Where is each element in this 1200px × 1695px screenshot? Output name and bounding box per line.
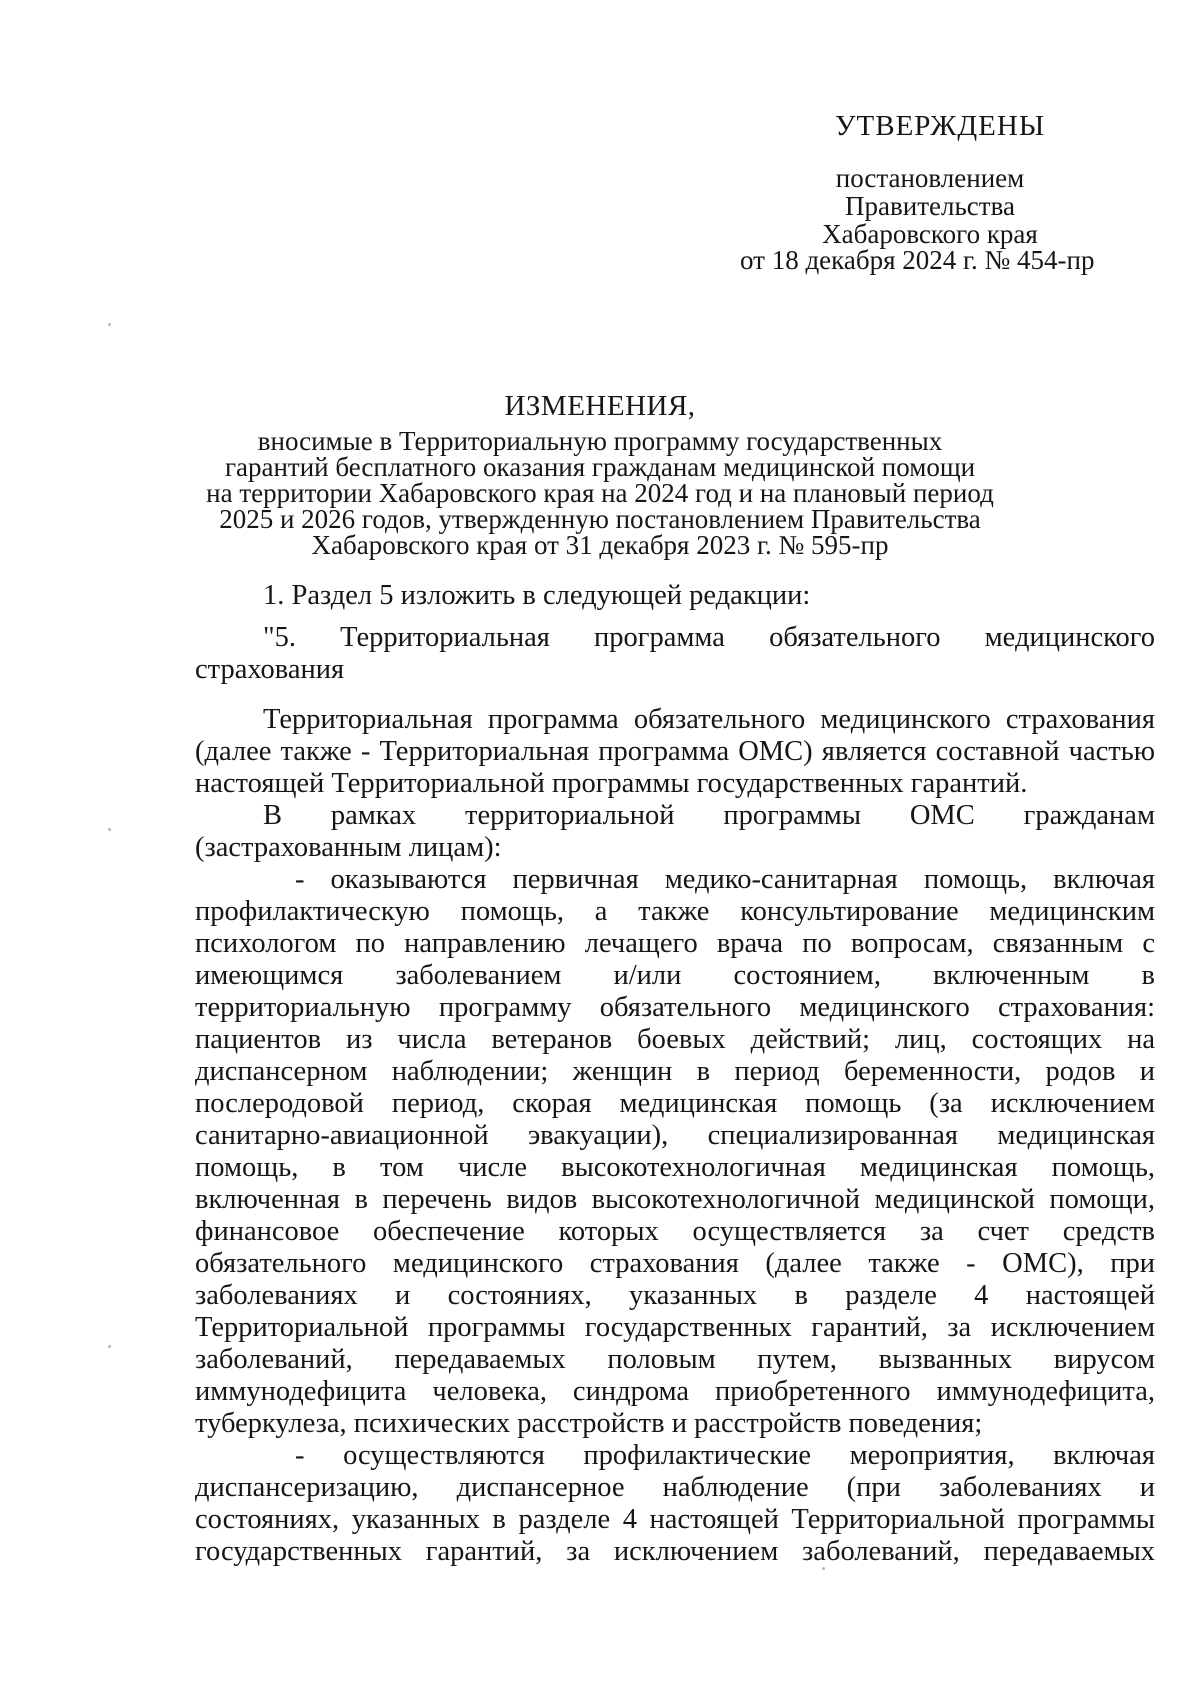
paragraph — [195, 800, 1155, 864]
scan-speck — [108, 828, 111, 831]
paragraph — [195, 1440, 1155, 1568]
approval-line: Правительства — [845, 191, 1015, 221]
paragraph-line: заболеваний, передаваемых половым путем, вызванных вирусом — [195, 1344, 1155, 1375]
paragraph-line: (далее также - Территориальная программа ОМС) является составной частью — [195, 736, 1155, 767]
paragraph-line: Территориальной программы государственных гарантий, за исключением — [195, 1312, 1155, 1343]
section-heading — [195, 622, 1155, 686]
scan-speck — [108, 1345, 111, 1348]
paragraph-line: диспансеризацию, диспансерное наблюдение (при заболеваниях и — [195, 1472, 1155, 1503]
paragraph-line: имеющимся заболеванием и/или состоянием, включенным в — [195, 960, 1155, 991]
approval-line: постановлением — [835, 163, 1025, 193]
subtitle-line: вносимые в Территориальную программу государственных — [257, 426, 943, 456]
paragraph-line: состояниях, указанных в разделе 4 настоящей Территориальной программы — [195, 1504, 1155, 1535]
paragraph-line: санитарно-авиационной эвакуации), специализированная медицинская — [195, 1120, 1155, 1151]
paragraph-line: обязательного медицинского страхования (далее также - ОМС), при — [195, 1248, 1155, 1279]
approval-heading: УТВЕРЖДЕНЫ — [835, 110, 1046, 142]
paragraph-line: помощь, в том числе высокотехнологичная медицинская помощь, — [195, 1152, 1155, 1183]
scan-speck — [108, 323, 111, 326]
paragraph-line: профилактическую помощь, а также консультирование медицинским — [195, 896, 1155, 927]
paragraph-line: территориальную программу обязательного медицинского страхования: — [195, 992, 1155, 1023]
document-subtitle — [200, 428, 1000, 558]
approval-date: от 18 декабря 2024 г. № 454-пр — [740, 245, 1095, 275]
paragraph-line: включенная в перечень видов высокотехнологичной медицинской помощи, — [195, 1184, 1155, 1215]
paragraph-line: Территориальная программа обязательного медицинского страхования — [263, 704, 1155, 735]
document-body — [195, 580, 1155, 1568]
paragraph-line: иммунодефицита человека, синдрома приобретенного иммунодефицита, — [195, 1376, 1155, 1407]
subtitle-line: гарантий бесплатного оказания гражданам медицинской помощи — [224, 452, 976, 482]
amendment-item: 1. Раздел 5 изложить в следующей редакции: — [263, 580, 811, 611]
paragraph-line: психологом по направлению лечащего врача по вопросам, связанным с — [195, 928, 1155, 959]
paragraph — [195, 704, 1155, 800]
paragraph — [195, 864, 1155, 1440]
subtitle-line: Хабаровского края от 31 декабря 2023 г. № 595-пр — [311, 530, 889, 560]
paragraph-line: туберкулеза, психических расстройств и расстройств поведения; — [195, 1408, 983, 1439]
paragraph-line: - оказываются первичная медико-санитарная помощь, включая — [295, 864, 1155, 895]
paragraph-line: государственных гарантий, за исключением заболеваний, передаваемых — [195, 1536, 1155, 1567]
paragraph-line: В рамках территориальной программы ОМС гражданам — [263, 800, 1155, 831]
subtitle-line: 2025 и 2026 годов, утвержденную постановлением Правительства — [219, 504, 981, 534]
paragraph-line: послеродовой период, скорая медицинская помощь (за исключением — [195, 1088, 1155, 1119]
subtitle-line: на территории Хабаровского края на 2024 год и на плановый период — [206, 478, 994, 508]
paragraph-line: диспансерном наблюдении; женщин в период беременности, родов и — [195, 1056, 1155, 1087]
paragraph-line: - осуществляются профилактические мероприятия, включая — [295, 1440, 1155, 1471]
section-heading-line: страхования — [195, 654, 345, 685]
paragraph-line: (застрахованным лицам): — [195, 832, 502, 863]
section-heading-line: "5. Территориальная программа обязательного медицинского — [263, 622, 1155, 653]
paragraph-line: заболеваниях и состояниях, указанных в разделе 4 настоящей — [195, 1280, 1155, 1311]
paragraph-line: настоящей Территориальной программы государственных гарантий. — [195, 768, 1028, 799]
paragraph-line: финансовое обеспечение которых осуществляется за счет средств — [195, 1216, 1155, 1247]
document-title: ИЗМЕНЕНИЯ, — [504, 390, 696, 422]
paragraph-line: пациентов из числа ветеранов боевых действий; лиц, состоящих на — [195, 1024, 1155, 1055]
approval-line: Хабаровского края — [822, 219, 1038, 249]
